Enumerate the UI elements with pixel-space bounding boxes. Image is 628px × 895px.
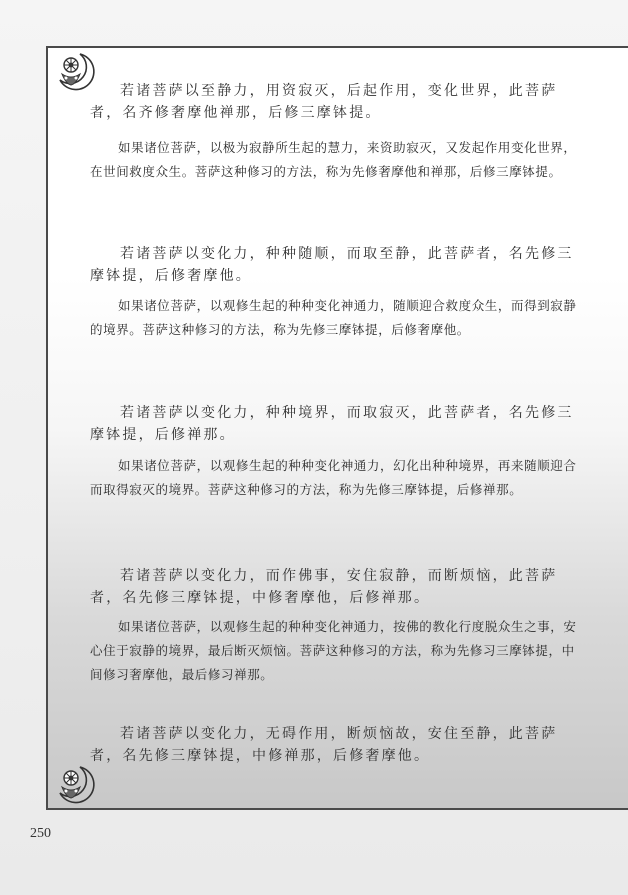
explanation-paragraph: 如果诸位菩萨，以观修生起的种种变化神通力，按佛的教化行度脱众生之事，安心住于寂静的境界，最后断灭烦恼。菩萨这种修习的方法，称为先修习三摩钵提，中间修习奢摩他，最后修习禅那。 <box>90 619 577 682</box>
page-number: 250 <box>30 826 51 841</box>
explanation-paragraph: 如果诸位菩萨，以观修生起的种种变化神通力，幻化出种种境界，再来随顺迎合而取得寂灭的境界。菩萨这种修习的方法，称为先修三摩钵提，后修禅那。 <box>90 458 577 497</box>
sutra-verse: 若诸菩萨以变化力，种种随顺，而取至静，此菩萨者，名先修三摩钵提，后修奢摩他。 <box>90 246 574 284</box>
sutra-verse: 若诸菩萨以至静力，用资寂灭，后起作用，变化世界，此菩萨者，名齐修奢摩他禅那，后修三摩钵提。 <box>90 83 558 121</box>
explanation-paragraph: 如果诸位菩萨，以极为寂静所生起的慧力，来资助寂灭，又发起作用变化世界，在世间救度众生。菩萨这种修习的方法，称为先修奢摩他和禅那，后修三摩钵提。 <box>90 140 577 179</box>
explanation-paragraph: 如果诸位菩萨，以观修生起的种种变化神通力，随顺迎合救度众生，而得到寂静的境界。菩萨这种修习的方法，称为先修三摩钵提，后修奢摩他。 <box>90 298 577 337</box>
sutra-verse: 若诸菩萨以变化力，无碍作用，断烦恼故，安住至静，此菩萨者，名先修三摩钵提，中修禅那，后修奢摩他。 <box>90 726 558 764</box>
page-content <box>48 48 628 808</box>
page-frame <box>46 46 628 810</box>
sutra-verse: 若诸菩萨以变化力，而作佛事，安住寂静，而断烦恼，此菩萨者，名先修三摩钵提，中修奢摩他，后修禅那。 <box>90 568 558 606</box>
sutra-verse: 若诸菩萨以变化力，种种境界，而取寂灭，此菩萨者，名先修三摩钵提，后修禅那。 <box>90 405 574 443</box>
